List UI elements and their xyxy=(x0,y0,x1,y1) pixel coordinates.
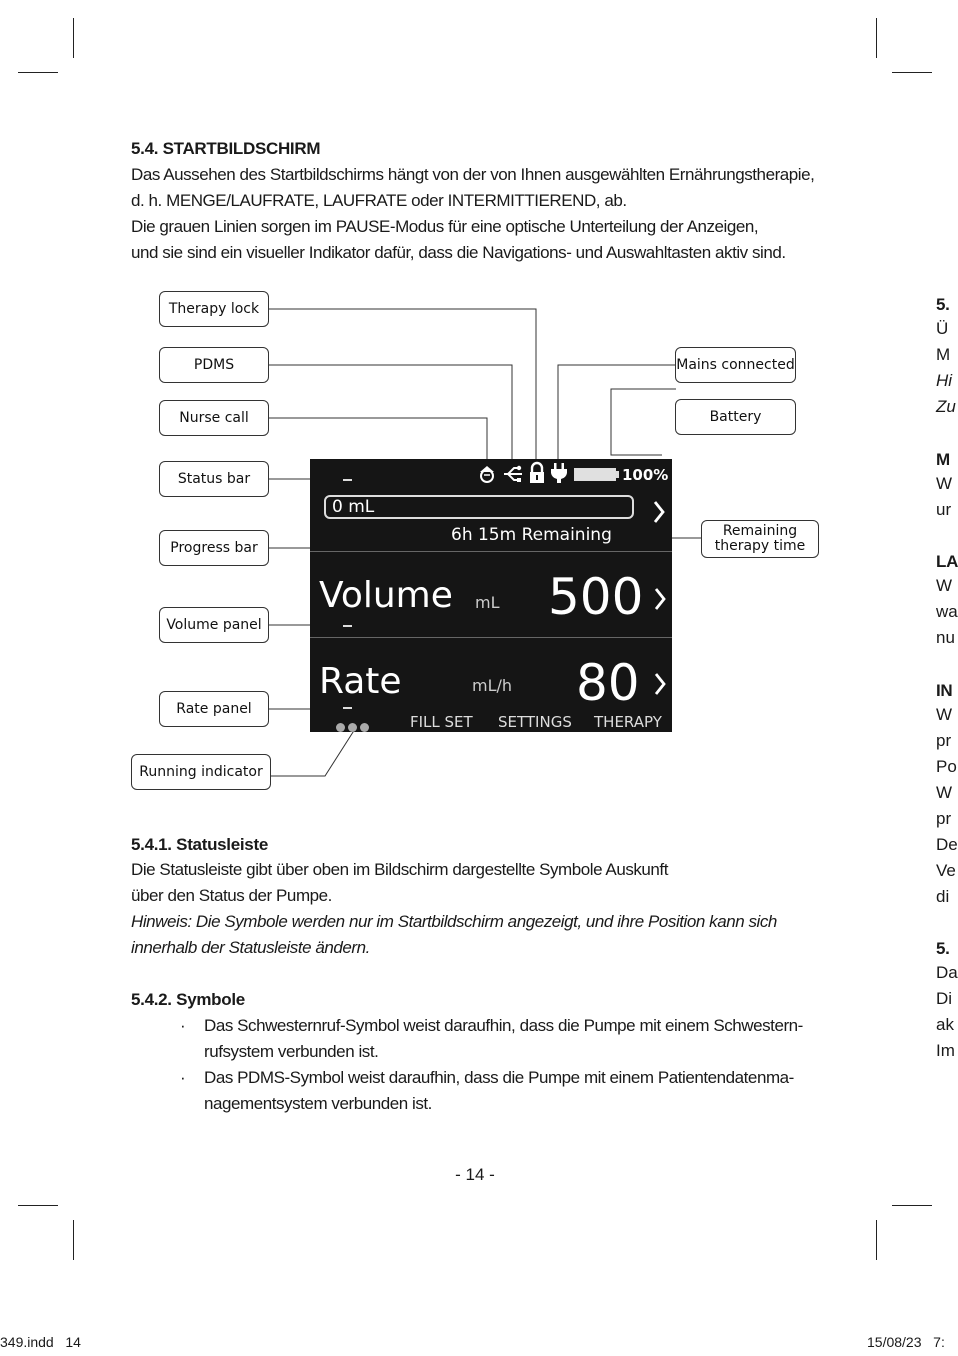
rate-label: Rate xyxy=(319,661,402,702)
battery-percent: 100% xyxy=(622,466,669,484)
text-line: Das Schwesternruf-Symbol weist daraufhin, dass die Pumpe mit einem Schwestern- xyxy=(204,1016,803,1035)
running-dot xyxy=(360,723,369,732)
right-column-fragment: 5. xyxy=(936,295,950,314)
callout-nurse-call: Nurse call xyxy=(159,400,269,436)
right-column-fragment: Po xyxy=(936,757,957,776)
text-line: und sie sind ein visueller Indikator dafür, dass die Navigations- und Auswahltasten aktiv sind. xyxy=(131,243,786,262)
text-line: d. h. MENGE/LAUFRATE, LAUFRATE oder INTERMITTIEREND, ab. xyxy=(131,191,627,210)
note-line: Hinweis: Die Symbole werden nur im Startbildschirm angezeigt, und ihre Position kann sich xyxy=(131,912,777,931)
callout-remaining-therapy-time: Remaining therapy time xyxy=(701,520,819,558)
right-column-fragment: Di xyxy=(936,989,953,1008)
section-heading: 5.4. STARTBILDSCHIRM xyxy=(131,139,321,158)
callout-battery: Battery xyxy=(675,399,796,435)
pump-home-screen xyxy=(310,459,672,732)
volume-unit: mL xyxy=(475,593,500,612)
battery-fill xyxy=(575,469,615,480)
text-line: über den Status der Pumpe. xyxy=(131,886,332,905)
leader-therapy-lock xyxy=(268,309,536,468)
text-line: Das Aussehen des Startbildschirms hängt von der von Ihnen ausgewählten Ernährungstherapie, xyxy=(131,165,815,184)
right-column-fragment: wa xyxy=(936,602,958,621)
right-column-fragment: pr xyxy=(936,809,952,828)
right-column-fragment: di xyxy=(936,887,950,906)
slug-filename: 349.indd 14 xyxy=(0,1334,81,1350)
running-indicator xyxy=(336,717,369,736)
subsection-heading: 5.4.2. Symbole xyxy=(131,990,245,1009)
therapy-lock-icon xyxy=(528,462,546,484)
callout-mains-connected: Mains connected xyxy=(675,347,796,383)
status-bar-dash xyxy=(343,479,352,481)
callout-volume-panel: Volume panel xyxy=(159,607,269,643)
text-line: Die grauen Linien sorgen im PAUSE-Modus für eine optische Unterteilung der Anzeigen, xyxy=(131,217,759,236)
callout-progress-bar: Progress bar xyxy=(159,530,269,566)
right-column-fragment: IN xyxy=(936,681,953,700)
menu-fill-set[interactable]: FILL SET xyxy=(410,713,473,731)
progress-value: 0 mL xyxy=(332,497,375,517)
panel-divider xyxy=(310,637,672,638)
bullet-dot: · xyxy=(180,1068,186,1087)
statusleiste-paragraph xyxy=(131,857,777,961)
chevron-right-icon xyxy=(653,586,667,612)
leader-pdms xyxy=(268,365,512,468)
crop-mark xyxy=(876,1220,877,1260)
right-column-fragment: Zu xyxy=(936,397,956,416)
chevron-right-icon xyxy=(652,499,666,525)
note-line: innerhalb der Statusleiste ändern. xyxy=(131,938,370,957)
right-column-fragment: Ü xyxy=(936,319,949,338)
list-item-text xyxy=(204,1065,794,1117)
callout-running-indicator: Running indicator xyxy=(131,754,271,790)
menu-settings[interactable]: SETTINGS xyxy=(498,713,572,731)
page-number: - 14 - xyxy=(455,1165,495,1184)
menu-therapy[interactable]: THERAPY xyxy=(594,713,662,731)
right-column-fragment: Da xyxy=(936,963,958,982)
right-column-fragment: Im xyxy=(936,1041,955,1060)
right-column-fragment: Hi xyxy=(936,371,953,390)
text-line: Das PDMS-Symbol weist daraufhin, dass die Pumpe mit einem Patientendatenma- xyxy=(204,1068,794,1087)
right-column-fragment: nu xyxy=(936,628,955,647)
rate-value: 80 xyxy=(576,654,640,712)
panel-divider xyxy=(310,551,672,552)
running-dot xyxy=(348,723,357,732)
chevron-right-icon xyxy=(653,671,667,697)
battery-icon xyxy=(574,468,616,481)
leader-mains xyxy=(558,365,676,468)
right-column-fragment: M xyxy=(936,345,951,364)
mains-plug-icon xyxy=(550,462,568,484)
rate-unit: mL/h xyxy=(472,676,513,695)
volume-label: Volume xyxy=(319,575,453,616)
right-column-fragment: ur xyxy=(936,500,952,519)
right-column-fragment: Ve xyxy=(936,861,956,880)
leader-battery xyxy=(611,389,676,455)
right-column-fragment: pr xyxy=(936,731,952,750)
right-column-fragment: LA xyxy=(936,552,958,571)
pdms-icon xyxy=(502,465,524,483)
volume-dash xyxy=(343,625,352,627)
slug-date: 15/08/23 7: xyxy=(867,1334,945,1350)
right-column-fragment: W xyxy=(936,783,953,802)
text-line: Die Statusleiste gibt über oben im Bildschirm dargestellte Symbole Auskunft xyxy=(131,860,668,879)
remaining-time: 6h 15m Remaining xyxy=(451,525,612,545)
right-column-fragment: W xyxy=(936,576,953,595)
bullet-dot: · xyxy=(180,1016,186,1035)
text-line: rufsystem verbunden ist. xyxy=(204,1042,379,1061)
list-item-text xyxy=(204,1013,803,1065)
callout-status-bar: Status bar xyxy=(159,461,269,497)
volume-value: 500 xyxy=(548,568,644,626)
right-column-fragment: 5. xyxy=(936,939,950,958)
right-column-fragment: W xyxy=(936,474,953,493)
right-column-fragment: W xyxy=(936,705,953,724)
callout-rate-panel: Rate panel xyxy=(159,691,269,727)
callout-pdms: PDMS xyxy=(159,347,269,383)
text-line: nagementsystem verbunden ist. xyxy=(204,1094,432,1113)
crop-mark xyxy=(18,1205,58,1206)
running-dot xyxy=(336,723,345,732)
subsection-heading: 5.4.1. Statusleiste xyxy=(131,835,268,854)
nurse-call-icon xyxy=(476,463,498,485)
crop-mark xyxy=(892,1205,932,1206)
right-column-fragment: M xyxy=(936,450,950,469)
battery-tip xyxy=(616,471,619,478)
right-column-fragment: ak xyxy=(936,1015,954,1034)
rate-dash xyxy=(343,707,352,709)
callout-therapy-lock: Therapy lock xyxy=(159,291,269,327)
crop-mark xyxy=(73,1220,74,1260)
right-column-fragment: De xyxy=(936,835,958,854)
